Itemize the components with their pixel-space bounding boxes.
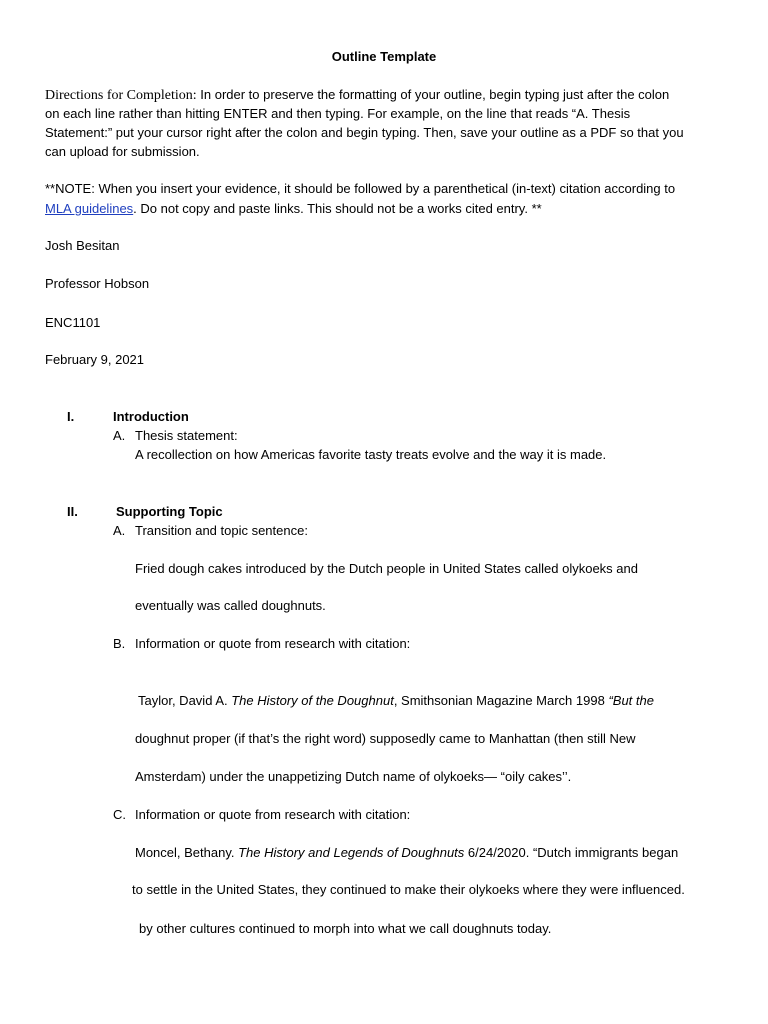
citation-title: The History and Legends of Doughnuts	[238, 845, 465, 860]
citation-source: , Smithsonian Magazine March 1998	[393, 693, 609, 708]
date: February 9, 2021	[45, 352, 145, 367]
section-1-title: Introduction	[113, 409, 189, 424]
directions-label: Directions for Completion:	[45, 88, 197, 103]
section-2-numeral: II.	[67, 504, 78, 519]
section-2-b-citation-line-2: doughnut proper (if that’s the right word) supposedly came to Manhattan (then still New	[135, 731, 636, 746]
section-2-a-content-1: Fried dough cakes introduced by the Dutch people in United States called olykoeks and	[135, 561, 638, 576]
section-1-numeral: I.	[67, 409, 75, 424]
section-2-b-citation-line-1	[138, 691, 654, 710]
section-2-c-text: Information or quote from research with citation:	[135, 807, 411, 822]
section-2-c-citation-line-2: to settle in the United States, they continued to make their olykoeks where they were influenced.	[132, 882, 685, 897]
student-name: Josh Besitan	[45, 238, 120, 253]
section-2-c-citation-line-3: by other cultures continued to morph into what we call doughnuts today.	[139, 921, 552, 936]
citation-author: Taylor, David A.	[138, 693, 232, 708]
section-2-a-label: A.	[113, 523, 126, 538]
citation-author: Moncel, Bethany.	[135, 845, 239, 860]
citation-quote-start: “But the	[608, 693, 654, 708]
section-1-a-label: A.	[113, 428, 126, 443]
section-2-title: Supporting Topic	[116, 504, 223, 519]
section-2-b-text: Information or quote from research with citation:	[135, 636, 411, 651]
section-2-c-citation-line-1	[135, 843, 678, 862]
mla-guidelines-link[interactable]: MLA guidelines	[45, 201, 134, 216]
page-title: Outline Template	[331, 49, 437, 64]
note-text-2: . Do not copy and paste links. This should not be a works cited entry. **	[133, 201, 542, 216]
section-1-a-content: A recollection on how Americas favorite tasty treats evolve and the way it is made.	[135, 447, 607, 462]
directions-line-3: Statement:” put your cursor right after the colon and begin typing. Then, save your outline as a PDF so that you	[45, 125, 684, 140]
citation-title: The History of the Doughnut	[231, 693, 394, 708]
directions-line-1	[45, 85, 669, 105]
note-line-2	[45, 199, 542, 218]
note-line-1: **NOTE: When you insert your evidence, it should be followed by a parenthetical (in-text) citation according to	[45, 181, 676, 196]
section-2-a-content-2: eventually was called doughnuts.	[135, 598, 326, 613]
section-2-b-label: B.	[113, 636, 126, 651]
citation-quote: 6/24/2020. “Dutch immigrants began	[464, 845, 679, 860]
directions-line-4: can upload for submission.	[45, 144, 200, 159]
professor-name: Professor Hobson	[45, 276, 150, 291]
section-2-b-citation-line-3: Amsterdam) under the unappetizing Dutch name of olykoeks— “oily cakes’’.	[135, 769, 572, 784]
course-code: ENC1101	[45, 315, 101, 330]
section-2-a-text: Transition and topic sentence:	[135, 523, 308, 538]
section-2-c-label: C.	[113, 807, 126, 822]
directions-line-2: on each line rather than hitting ENTER and then typing. For example, on the line that reads “A. Thesis	[45, 106, 631, 121]
directions-text-1: In order to preserve the formatting of your outline, begin typing just after the colon	[196, 87, 670, 102]
section-1-a-text: Thesis statement:	[135, 428, 238, 443]
